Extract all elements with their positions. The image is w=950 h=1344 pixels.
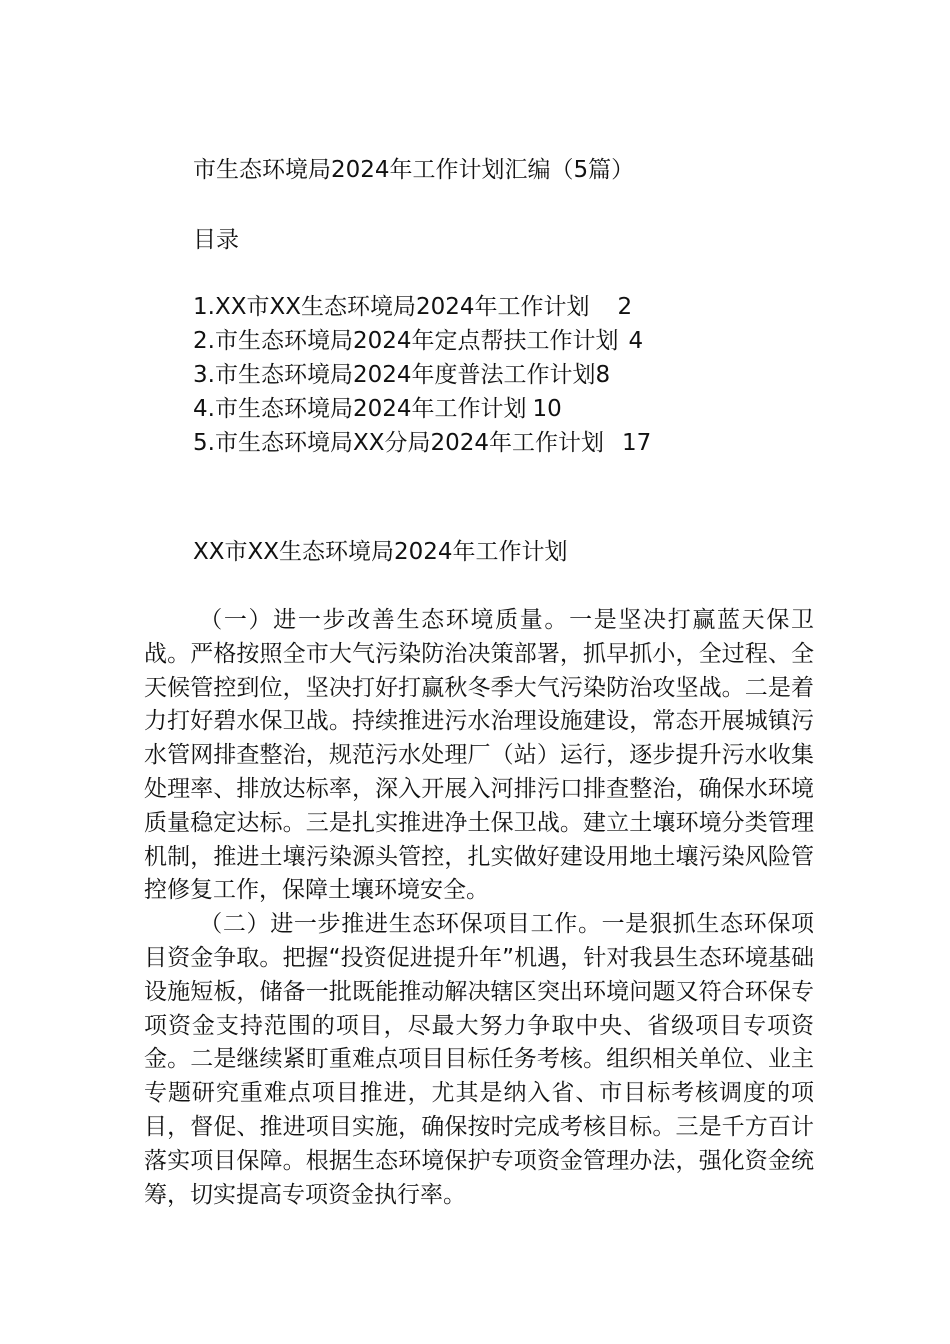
toc-item-page: 10 xyxy=(532,396,562,422)
toc-item-label: 2.市生态环境局2024年定点帮扶工作计划 xyxy=(193,328,619,354)
section-body xyxy=(144,604,814,1212)
document-title: 市生态环境局2024年工作计划汇编（5篇） xyxy=(193,157,635,183)
toc-item[interactable] xyxy=(193,290,651,324)
body-paragraph: （一）进一步改善生态环境质量。一是坚决打赢蓝天保卫战。严格按照全市大气污染防治决策部署，抓早抓小，全过程、全天候管控到位，坚决打好打赢秋冬季大气污染防治攻坚战。二是着力打好碧水保卫战。持续推进污水治理设施建设，常态开展城镇污水管网排查整治，规范污水处理厂（站）运行，逐步提升污水收集处理率、排放达标率，深入开展入河排污口排查整治，确保水环境质量稳定达标。三是扎实推进净土保卫战。建立土壤环境分类管理机制，推进土壤污染源头管控，扎实做好建设用地土壤污染风险管控修复工作，保障土壤环境安全。 xyxy=(144,607,814,904)
toc-item[interactable] xyxy=(193,426,651,460)
toc-item-page: 17 xyxy=(622,430,652,456)
toc-item[interactable] xyxy=(193,392,651,426)
body-paragraph: （二）进一步推进生态环保项目工作。一是狠抓生态环保项目资金争取。把握“投资促进提升年”机遇，针对我县生态环境基础设施短板，储备一批既能推动解决辖区突出环境问题又符合环保专项资金支持范围的项目，尽最大努力争取中央、省级项目专项资金。二是继续紧盯重难点项目目标任务考核。组织相关单位、业主专题研究重难点项目推进，尤其是纳入省、市目标考核调度的项目，督促、推进项目实施，确保按时完成考核目标。三是千方百计落实项目保障。根据生态环境保护专项资金管理办法，强化资金统筹，切实提高专项资金执行率。 xyxy=(144,911,814,1208)
toc-item-label: 5.市生态环境局XX分局2024年工作计划 xyxy=(193,430,604,456)
toc-item[interactable] xyxy=(193,358,651,392)
toc-item-label: 3.市生态环境局2024年度普法工作计划 xyxy=(193,362,596,388)
section-title: XX市XX生态环境局2024年工作计划 xyxy=(193,539,568,565)
toc-item-label: 1.XX市XX生态环境局2024年工作计划 xyxy=(193,294,590,320)
table-of-contents xyxy=(193,290,651,460)
toc-heading: 目录 xyxy=(193,227,239,253)
toc-item-page: 8 xyxy=(595,362,611,388)
toc-item-page: 2 xyxy=(617,294,633,320)
toc-item[interactable] xyxy=(193,324,651,358)
toc-item-label: 4.市生态环境局2024年工作计划 xyxy=(193,396,527,422)
toc-item-page: 4 xyxy=(628,328,644,354)
